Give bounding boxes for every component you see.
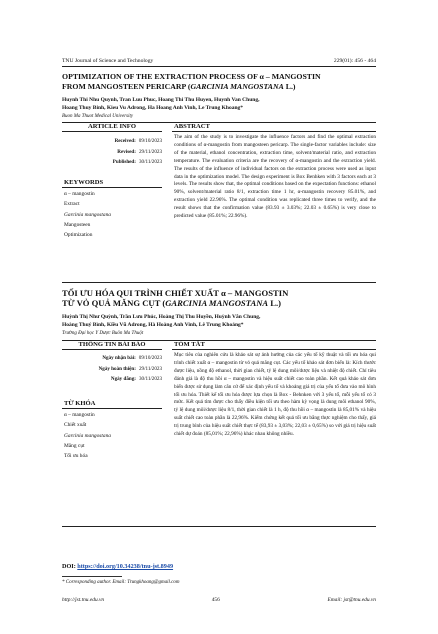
vietnamese-keywords bbox=[62, 409, 162, 462]
keyword: Optimization bbox=[64, 232, 93, 239]
section-rule-bottom bbox=[62, 282, 376, 283]
journal-header bbox=[62, 58, 376, 64]
keyword: Măng cụt bbox=[64, 443, 85, 449]
date-published: Published: 30/11/2023 bbox=[112, 159, 162, 166]
vn-summary-heading: TÓM TẮT bbox=[172, 340, 376, 350]
english-dates bbox=[62, 132, 162, 168]
page-number: 456 bbox=[211, 597, 220, 603]
footnote-rule bbox=[62, 576, 122, 577]
vietnamese-authors: Huỳnh Thị Như Quỳnh, Trần Lưu Phúc, Hoàng Thị Thu Huyền, Huỳnh Văn Chung, Hoàng Thuý Bình, Kiều Vũ Adrong, Hà Hoàng Anh Vinh, Lê Trung Khoảng* bbox=[62, 314, 261, 329]
vn-abstract-column bbox=[172, 340, 376, 439]
abstract-heading: ABSTRACT bbox=[172, 122, 376, 132]
keyword: α – mangostin bbox=[64, 411, 95, 418]
english-keywords bbox=[62, 188, 162, 241]
keyword: Garcinia mangostana bbox=[64, 432, 111, 439]
vietnamese-dates bbox=[62, 350, 162, 385]
english-authors: Huynh Thi Nhu Quynh, Tran Luu Phuc, Hoang Thi Thu Huyen, Huynh Van Chung, Hoang Thuy Binh, Kieu Vu Adrong, Ha Hoang Anh Vinh, Le Trung Khoang* bbox=[62, 97, 260, 112]
english-abstract-text: The aim of the study is to investigate the influence factors and find the optimal extraction conditions of α-mangostin from mangosteen pericarp. The single-factor variables include: size of the material, ethanol concentration, extraction time, solvent/material ratio, and extraction temperature. The evaluation criteria are the recovery of α-mangostin and the extraction yield. The results of the influence of individual factors on the extraction process were used as input data in the optimization model. The design experiment is Box Benhken with 3 factors each at 3 levels. The results show that, the optimal conditions based on the expectation functions: ethanol 90%, solvent/material ratio 8/1, extraction time 1 hr, α-mangostin recovery 85.01%, and extraction yield 22.96%. The optimal condition was replicated three times to verify, and the result shows that the confirmation value (83.93 ± 3.03%; 22.03 ± 0.65%) is very close to predicted value (85.01%; 22.96%). bbox=[174, 134, 376, 220]
journal-name: TNU Journal of Science and Technology bbox=[62, 58, 154, 64]
vn-info-heading: THÔNG TIN BÀI BÁO bbox=[62, 340, 162, 350]
keywords-heading: KEYWORDS bbox=[62, 178, 162, 188]
vietnamese-title-line2: TỪ VỎ QUẢ MĂNG CỤT (GARCINIA MANGOSTANA L.) bbox=[62, 298, 282, 308]
keyword: Extract bbox=[64, 201, 80, 208]
vietnamese-abstract-text: Mục tiêu của nghiên cứu là khảo sát sự ảnh hưởng của các yếu tố kỹ thuật và tối ưu hóa qui trình chiết xuất α – mangostin từ vỏ quả măng cụt. Các yếu tố khảo sát đơn biến là: Kích thước được liệu, nồng độ ethanol, thời gian chiết, tỷ lệ dung môi/dược liệu và nhiệt độ chiết. Chỉ tiêu đánh giá là độ thu hồi α – mangostin và hiệu suất chiết cao toàn phần. Kết quả khảo sát đơn biến được sử dụng làm căn cứ để xác định yếu tố và khoảng giá trị của yếu tố đưa vào mô hình tối ưu hóa. Thiết kế tối ưu hóa được lựa chọn là Box - Behnken với 3 yếu tố, mỗi yếu tố có 3 mức. Kết quả tìm được cho thấy điều kiện tối ưu theo hàm kỳ vọng là dung môi ethanol 90%, tỷ lệ dung môi/dược liệu 8/1, thời gian chiết là 1 h, độ thu hồi α – mangostin là 85,01% và hiệu suất chiết cao toàn phần là 22,96%. Kiểm chứng kết quả tối ưu bằng thực nghiệm cho thấy, giá trị trung bình của hiệu suất chiết thực tế (83,93 ± 3,03%; 22,03 ± 0,65%) so với giá trị hiệu suất chiết dự đoán (85,01%; 22,96%) khác nhau không nhiều. bbox=[174, 352, 376, 438]
date-revised: Revised: 29/11/2023 bbox=[117, 148, 162, 155]
keyword: Chiết xuất bbox=[64, 422, 87, 429]
journal-issue: 229(01): 456 - 464 bbox=[333, 58, 376, 64]
vietnamese-title-line1: TỐI ƯU HÓA QUI TRÌNH CHIẾT XUẤT α – MANGOSTIN bbox=[62, 288, 289, 298]
keyword: Mangosteen bbox=[64, 222, 91, 228]
vn-keywords-heading: TỪ KHÓA bbox=[62, 399, 162, 409]
english-title-line1: OPTIMIZATION OF THE EXTRACTION PROCESS OF α – MANGOSTIN bbox=[62, 72, 321, 81]
article-info-heading: ARTICLE INFO bbox=[62, 122, 162, 132]
english-title bbox=[62, 72, 376, 92]
english-title-line2: FROM MANGOSTEEN PERICARP (GARCINIA MANGOSTANA L.) bbox=[62, 82, 296, 91]
doi: DOI: https://doi.org/10.34238/tnu-jst.8949 bbox=[62, 563, 174, 570]
vn-date-received: Ngày nhận bài: 09/10/2023 bbox=[102, 355, 162, 361]
date-received: Received: 09/10/2023 bbox=[114, 138, 162, 144]
keyword: Tối ưu hóa bbox=[64, 453, 88, 460]
vn-article-info-column bbox=[62, 340, 162, 462]
keyword: α – mangostin bbox=[64, 190, 95, 197]
abstract-column bbox=[172, 122, 376, 221]
footer-url: http://jst.tnu.edu.vn bbox=[62, 597, 105, 603]
page-footer bbox=[62, 597, 376, 603]
doi-link[interactable]: https://doi.org/10.34238/tnu-jst.8949 bbox=[77, 563, 174, 570]
vn-date-published: Ngày đăng: 30/11/2023 bbox=[110, 376, 162, 383]
vietnamese-title bbox=[62, 288, 376, 308]
vn-date-revised: Ngày hoàn thiện: 29/11/2023 bbox=[98, 365, 162, 372]
footer-email: Email: jst@tnu.edu.vn bbox=[327, 597, 376, 603]
english-affiliation: Buon Ma Thuot Medical University bbox=[62, 114, 134, 119]
header-rule bbox=[62, 66, 376, 67]
keyword: Garcinia mangostana bbox=[64, 211, 111, 218]
vietnamese-affiliation: Trường Đại học Y Dược Buôn Ma Thuột bbox=[62, 331, 144, 336]
vn-section-rule-bottom bbox=[62, 526, 376, 527]
corresponding-author: * Corresponding author. Email: Trungkhoang@gmail.com bbox=[62, 580, 180, 585]
article-info-column bbox=[62, 122, 162, 241]
